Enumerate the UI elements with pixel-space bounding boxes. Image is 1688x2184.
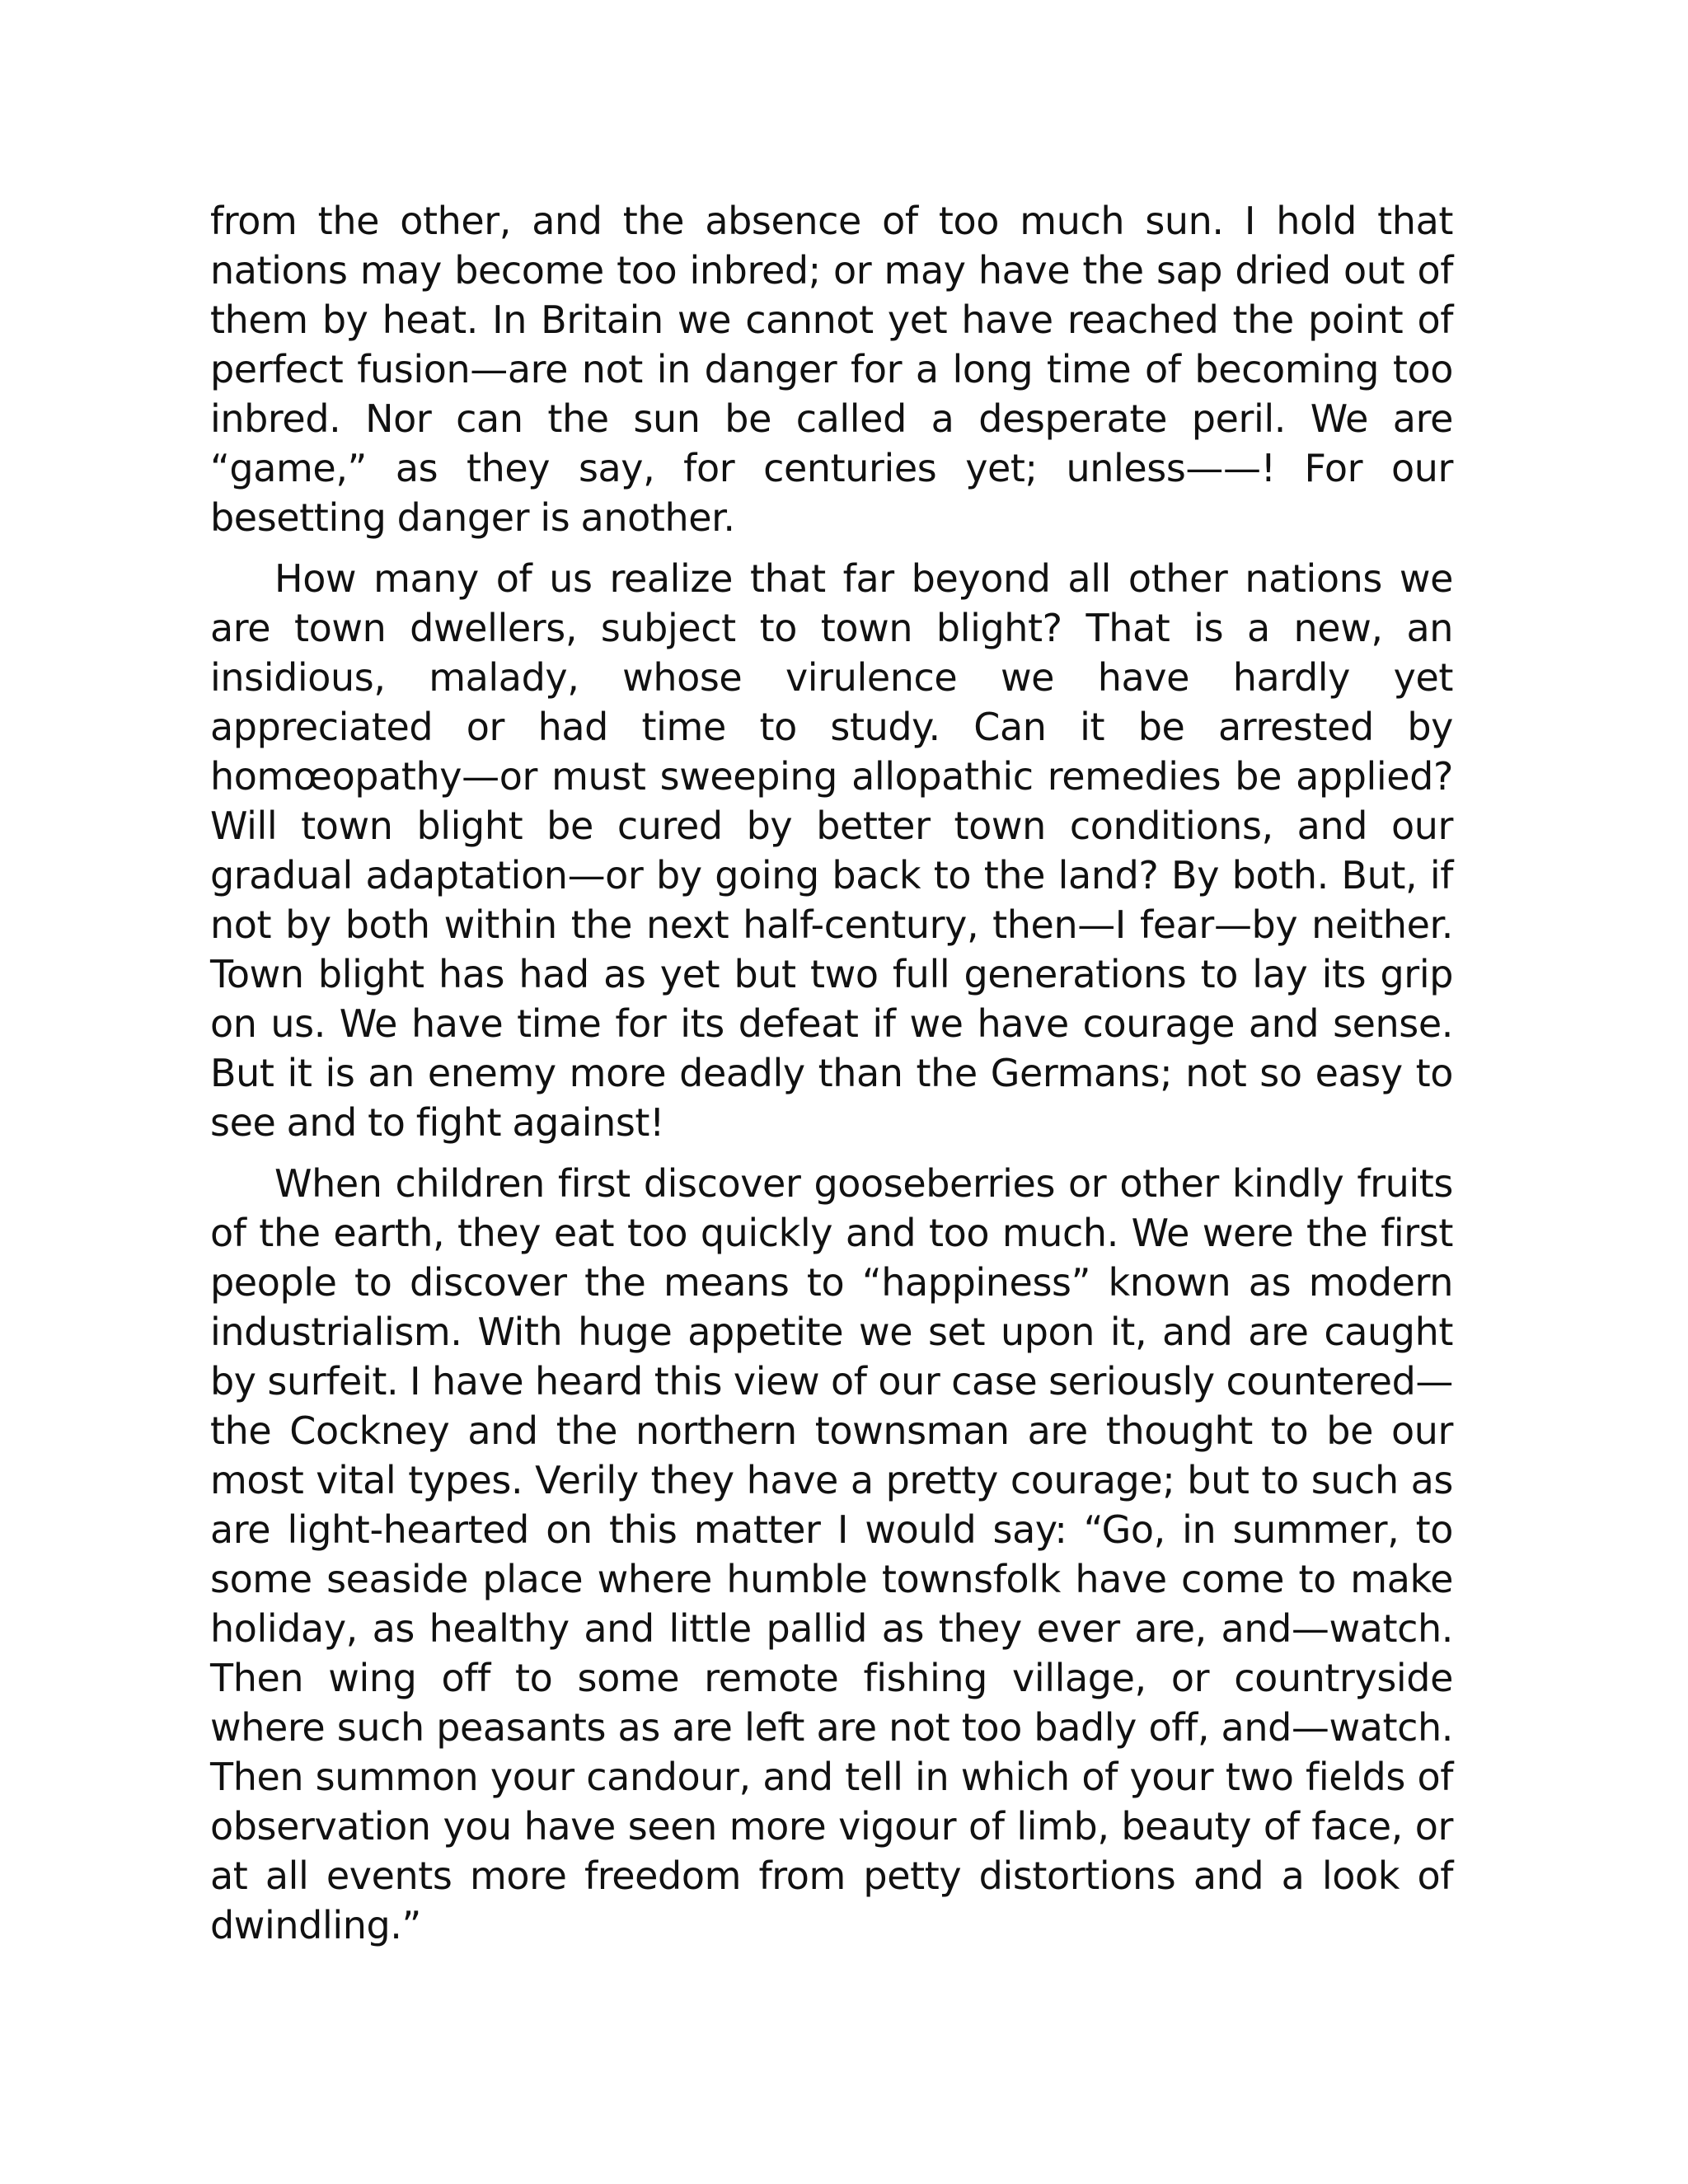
paragraph-2: How many of us realize that far beyond all other nations we are town dwellers, subject to town blight? That is a new, an insidious, malady, whose virulence we have hardly yet appreciated or had time to study. Can it be arrested by homœopathy—or must sweeping allopathic remedies be applied? Will town blight be cured by better town conditions, and our gradual adaptation—or by going back to the land? By both. But, if not by both within the next half-century, then—I fear—by neither. Town blight has had as yet but two full generations to lay its grip on us. We have time for its defeat if we have courage and sense. But it is an enemy more deadly than the Germans; not so easy to see and to fight against!	[210, 556, 1453, 1145]
page-body	[210, 196, 1453, 1961]
paragraph-1: from the other, and the absence of too much sun. I hold that nations may become too inbred; or may have the sap dried out of them by heat. In Britain we cannot yet have reached the point of perfect fusion—are not in danger for a long time of becoming too inbred. Nor can the sun be called a desperate peril. We are “game,” as they say, for centuries yet; unless——! For our besetting danger is another.	[210, 199, 1453, 540]
paragraph-3: When children first discover gooseberries or other kindly fruits of the earth, they eat too quickly and too much. We were the first people to discover the means to “happiness” known as modern industrialism. With huge appetite we set upon it, and are caught by surfeit. I have heard this view of our case seriously countered—the Cockney and the northern townsman are thought to be our most vital types. Verily they have a pretty courage; but to such as are light-hearted on this matter I would say: “Go, in summer, to some seaside place where humble townsfolk have come to make holiday, as healthy and little pallid as they ever are, and—watch. Then wing off to some remote fishing village, or countryside where such peasants as are left are not too badly off, and—watch. Then summon your candour, and tell in which of your two fields of observation you have seen more vigour of limb, beauty of face, or at all events more freedom from petty distortions and a look of dwindling.”	[210, 1161, 1453, 1947]
